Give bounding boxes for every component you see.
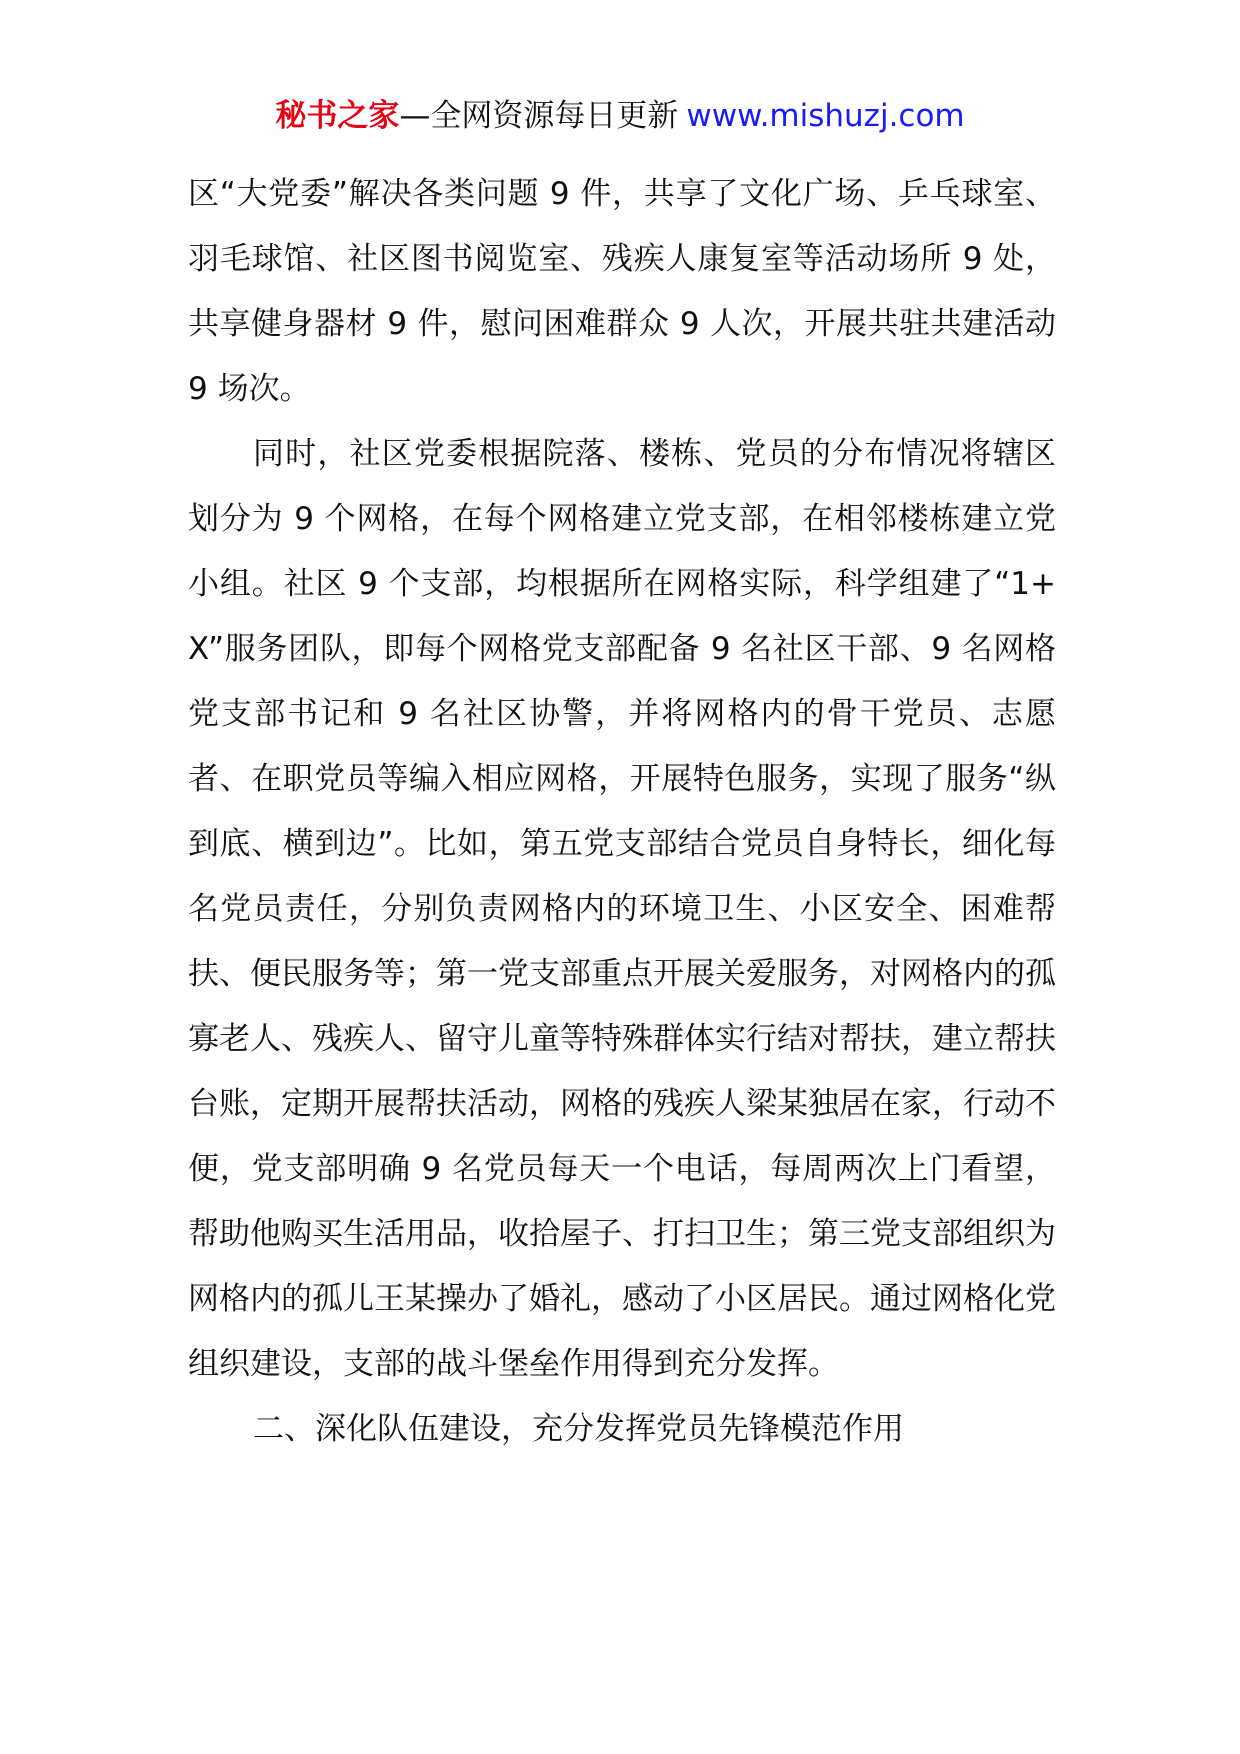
site-url-link[interactable]: www.mishuzj.com [686, 98, 965, 134]
site-header [0, 96, 1240, 136]
header-tagline: —全网资源每日更新 [399, 98, 679, 134]
paragraph-grid-branches: 同时，社区党委根据院落、楼栋、党员的分布情况将辖区划分为 9 个网格，在每个网格建立党支部，在相邻楼栋建立党小组。社区 9 个支部，均根据所在网格实际，科学组建了“1+X”服务团队，即每个网格党支部配备 9 名社区干部、9 名网格党支部书记和 9 名社区协警，并将网格内的骨干党员、志愿者、在职党员等编入相应网格，开展特色服务，实现了服务“纵到底、横到边”。比如，第五党支部结合党员自身特长，细化每名党员责任，分别负责网格内的环境卫生、小区安全、困难帮扶、便民服务等；第一党支部重点开展关爱服务，对网格内的孤寡老人、残疾人、留守儿童等特殊群体实行结对帮扶，建立帮扶台账，定期开展帮扶活动，网格的残疾人梁某独居在家，行动不便，党支部明确 9 名党员每天一个电话，每周两次上门看望，帮助他购买生活用品，收拾屋子、打扫卫生；第三党支部组织为网格内的孤儿王某操办了婚礼，感动了小区居民。通过网格化党组织建设，支部的战斗堡垒作用得到充分发挥。 [188, 436, 1056, 1382]
document-body [188, 162, 1056, 1462]
section-heading: 二、深化队伍建设，充分发挥党员先锋模范作用 [253, 1411, 904, 1447]
brand-name: 秘书之家 [275, 98, 400, 134]
paragraph-continued: 区“大党委”解决各类问题 9 件，共享了文化广场、乒乓球室、羽毛球馆、社区图书阅览室、残疾人康复室等活动场所 9 处，共享健身器材 9 件，慰问困难群众 9 人次，开展共驻共建活动 9 场次。 [188, 176, 1056, 407]
